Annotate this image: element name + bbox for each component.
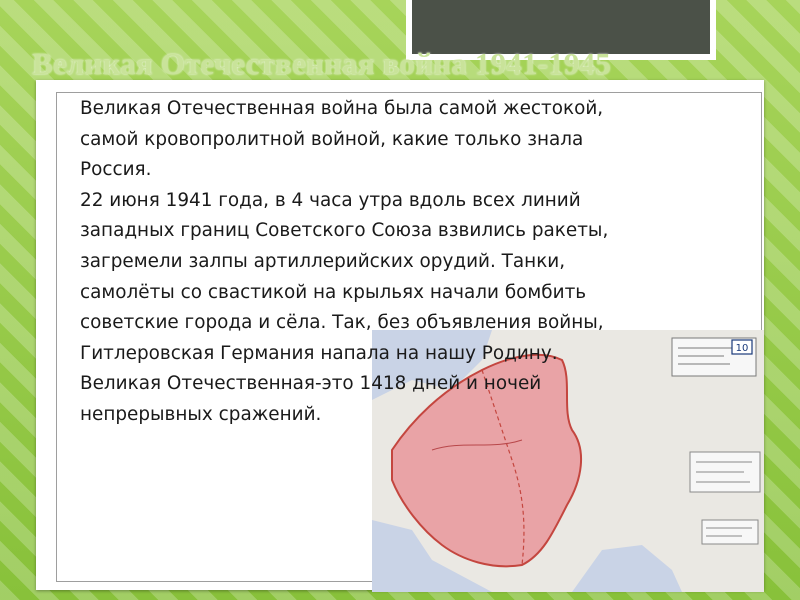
body-line: самой кровопролитной войной, какие только знала <box>80 128 584 150</box>
body-line: Гитлеровская Германия напала на нашу Родину. <box>80 342 558 364</box>
body-line: Великая Отечественная-это 1418 дней и ночей <box>80 373 542 395</box>
body-line: самолёты со свастикой на крыльях начали бомбить <box>80 281 587 303</box>
slide-title: Великая Отечественная война 1941-1945 <box>32 46 612 81</box>
body-line: Великая Отечественная война была самой жестокой, <box>80 98 604 119</box>
slide-body-text <box>80 94 720 431</box>
map-legend-box-3 <box>702 520 758 544</box>
body-line: Россия. <box>80 159 152 181</box>
body-line: непрерывных сражений. <box>80 403 322 425</box>
body-line: загремели залпы артиллерийских орудий. Танки, <box>80 250 566 272</box>
body-line: 22 июня 1941 года, в 4 часа утра вдоль всех линий <box>80 189 581 211</box>
body-line: советские города и сёла. Так, без объявления войны, <box>80 312 604 334</box>
body-line: западных границ Советского Союза взвились ракеты, <box>80 220 609 242</box>
map-badge-number: 10 <box>735 343 749 354</box>
